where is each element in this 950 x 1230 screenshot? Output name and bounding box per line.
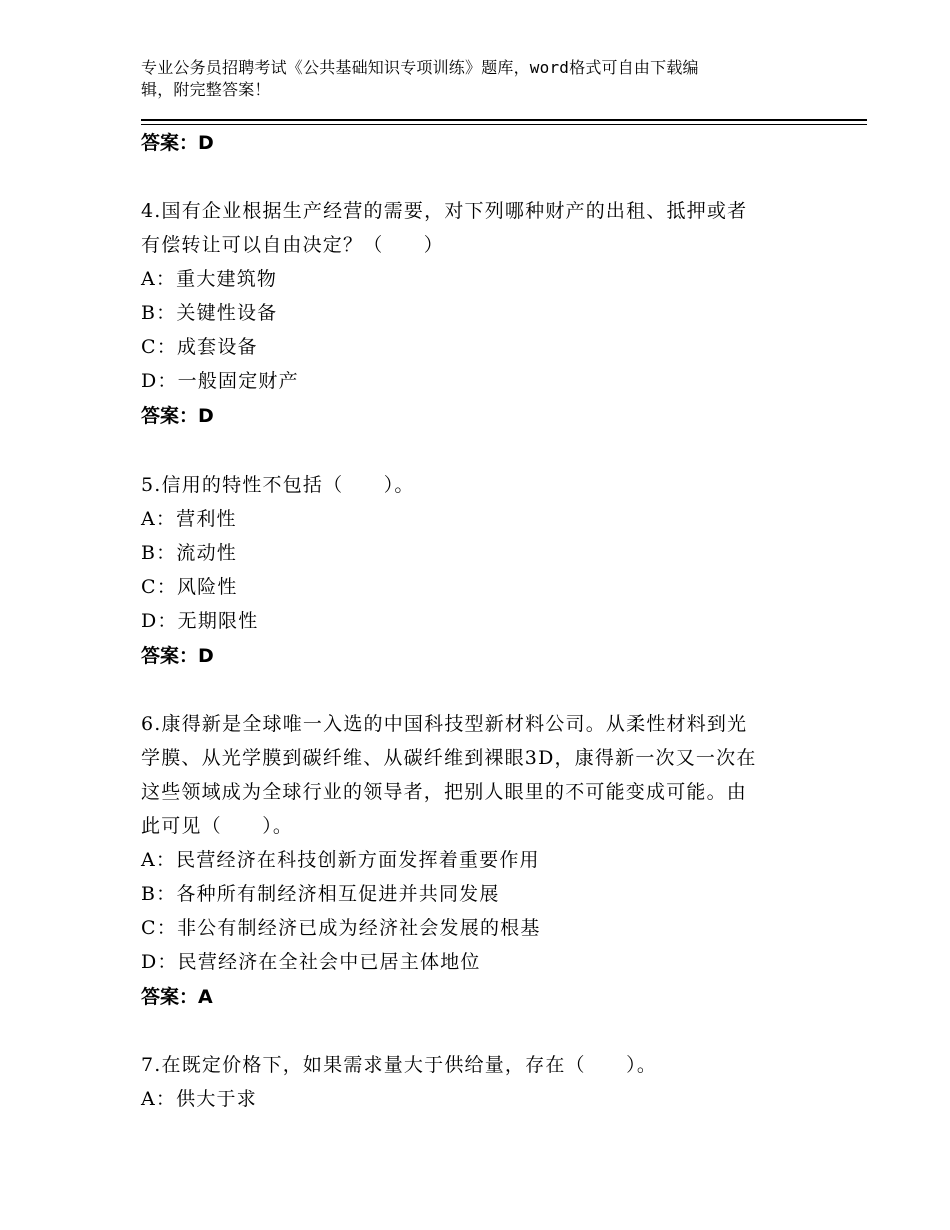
question-6-option-c: C：非公有制经济已成为经济社会发展的根基 <box>141 917 541 939</box>
question-6-stem-line: 6.康得新是全球唯一入选的中国科技型新材料公司。从柔性材料到光 <box>141 713 748 735</box>
question-6-stem-line: 学膜、从光学膜到碳纤维、从碳纤维到裸眼3D，康得新一次又一次在 <box>141 747 757 769</box>
question-6-option-d: D：民营经济在全社会中已居主体地位 <box>141 951 481 973</box>
question-6-stem-line: 此可见（ ）。 <box>141 815 294 837</box>
question-5-option-a: A：营利性 <box>141 508 237 530</box>
question-6-option-a: A：民营经济在科技创新方面发挥着重要作用 <box>141 849 540 871</box>
question-5-answer: 答案：D <box>141 645 214 667</box>
header-rule-thin <box>141 124 867 125</box>
question-7-stem-line: 7.在既定价格下，如果需求量大于供给量，存在（ ）。 <box>141 1054 658 1076</box>
question-6-stem-line: 这些领域成为全球行业的领导者，把别人眼里的不可能变成可能。由 <box>141 781 748 803</box>
header-line-2: 辑，附完整答案！ <box>141 80 271 99</box>
question-6-answer: 答案：A <box>141 986 213 1008</box>
question-5-option-c: C：风险性 <box>141 576 238 598</box>
question-7-option-a: A：供大于求 <box>141 1088 257 1110</box>
answer-line: 答案：D <box>141 132 214 154</box>
question-4-option-b: B：关键性设备 <box>141 302 278 324</box>
question-4-stem-line: 有偿转让可以自由决定？（ ） <box>141 234 445 256</box>
page-header <box>141 57 801 101</box>
question-4-option-c: C：成套设备 <box>141 336 258 358</box>
question-4-answer: 答案：D <box>141 405 214 427</box>
question-4-stem-line: 4.国有企业根据生产经营的需要，对下列哪种财产的出租、抵押或者 <box>141 200 748 222</box>
question-5-stem-line: 5.信用的特性不包括（ ）。 <box>141 474 415 496</box>
header-rule-thick <box>141 119 867 121</box>
question-5-option-d: D：无期限性 <box>141 610 259 632</box>
header-line-1: 专业公务员招聘考试《公共基础知识专项训练》题库，word格式可自由下载编 <box>141 58 699 77</box>
question-6-option-b: B：各种所有制经济相互促进并共同发展 <box>141 883 500 905</box>
question-4-option-d: D：一般固定财产 <box>141 370 299 392</box>
question-5-option-b: B：流动性 <box>141 542 237 564</box>
question-4-option-a: A：重大建筑物 <box>141 268 278 290</box>
